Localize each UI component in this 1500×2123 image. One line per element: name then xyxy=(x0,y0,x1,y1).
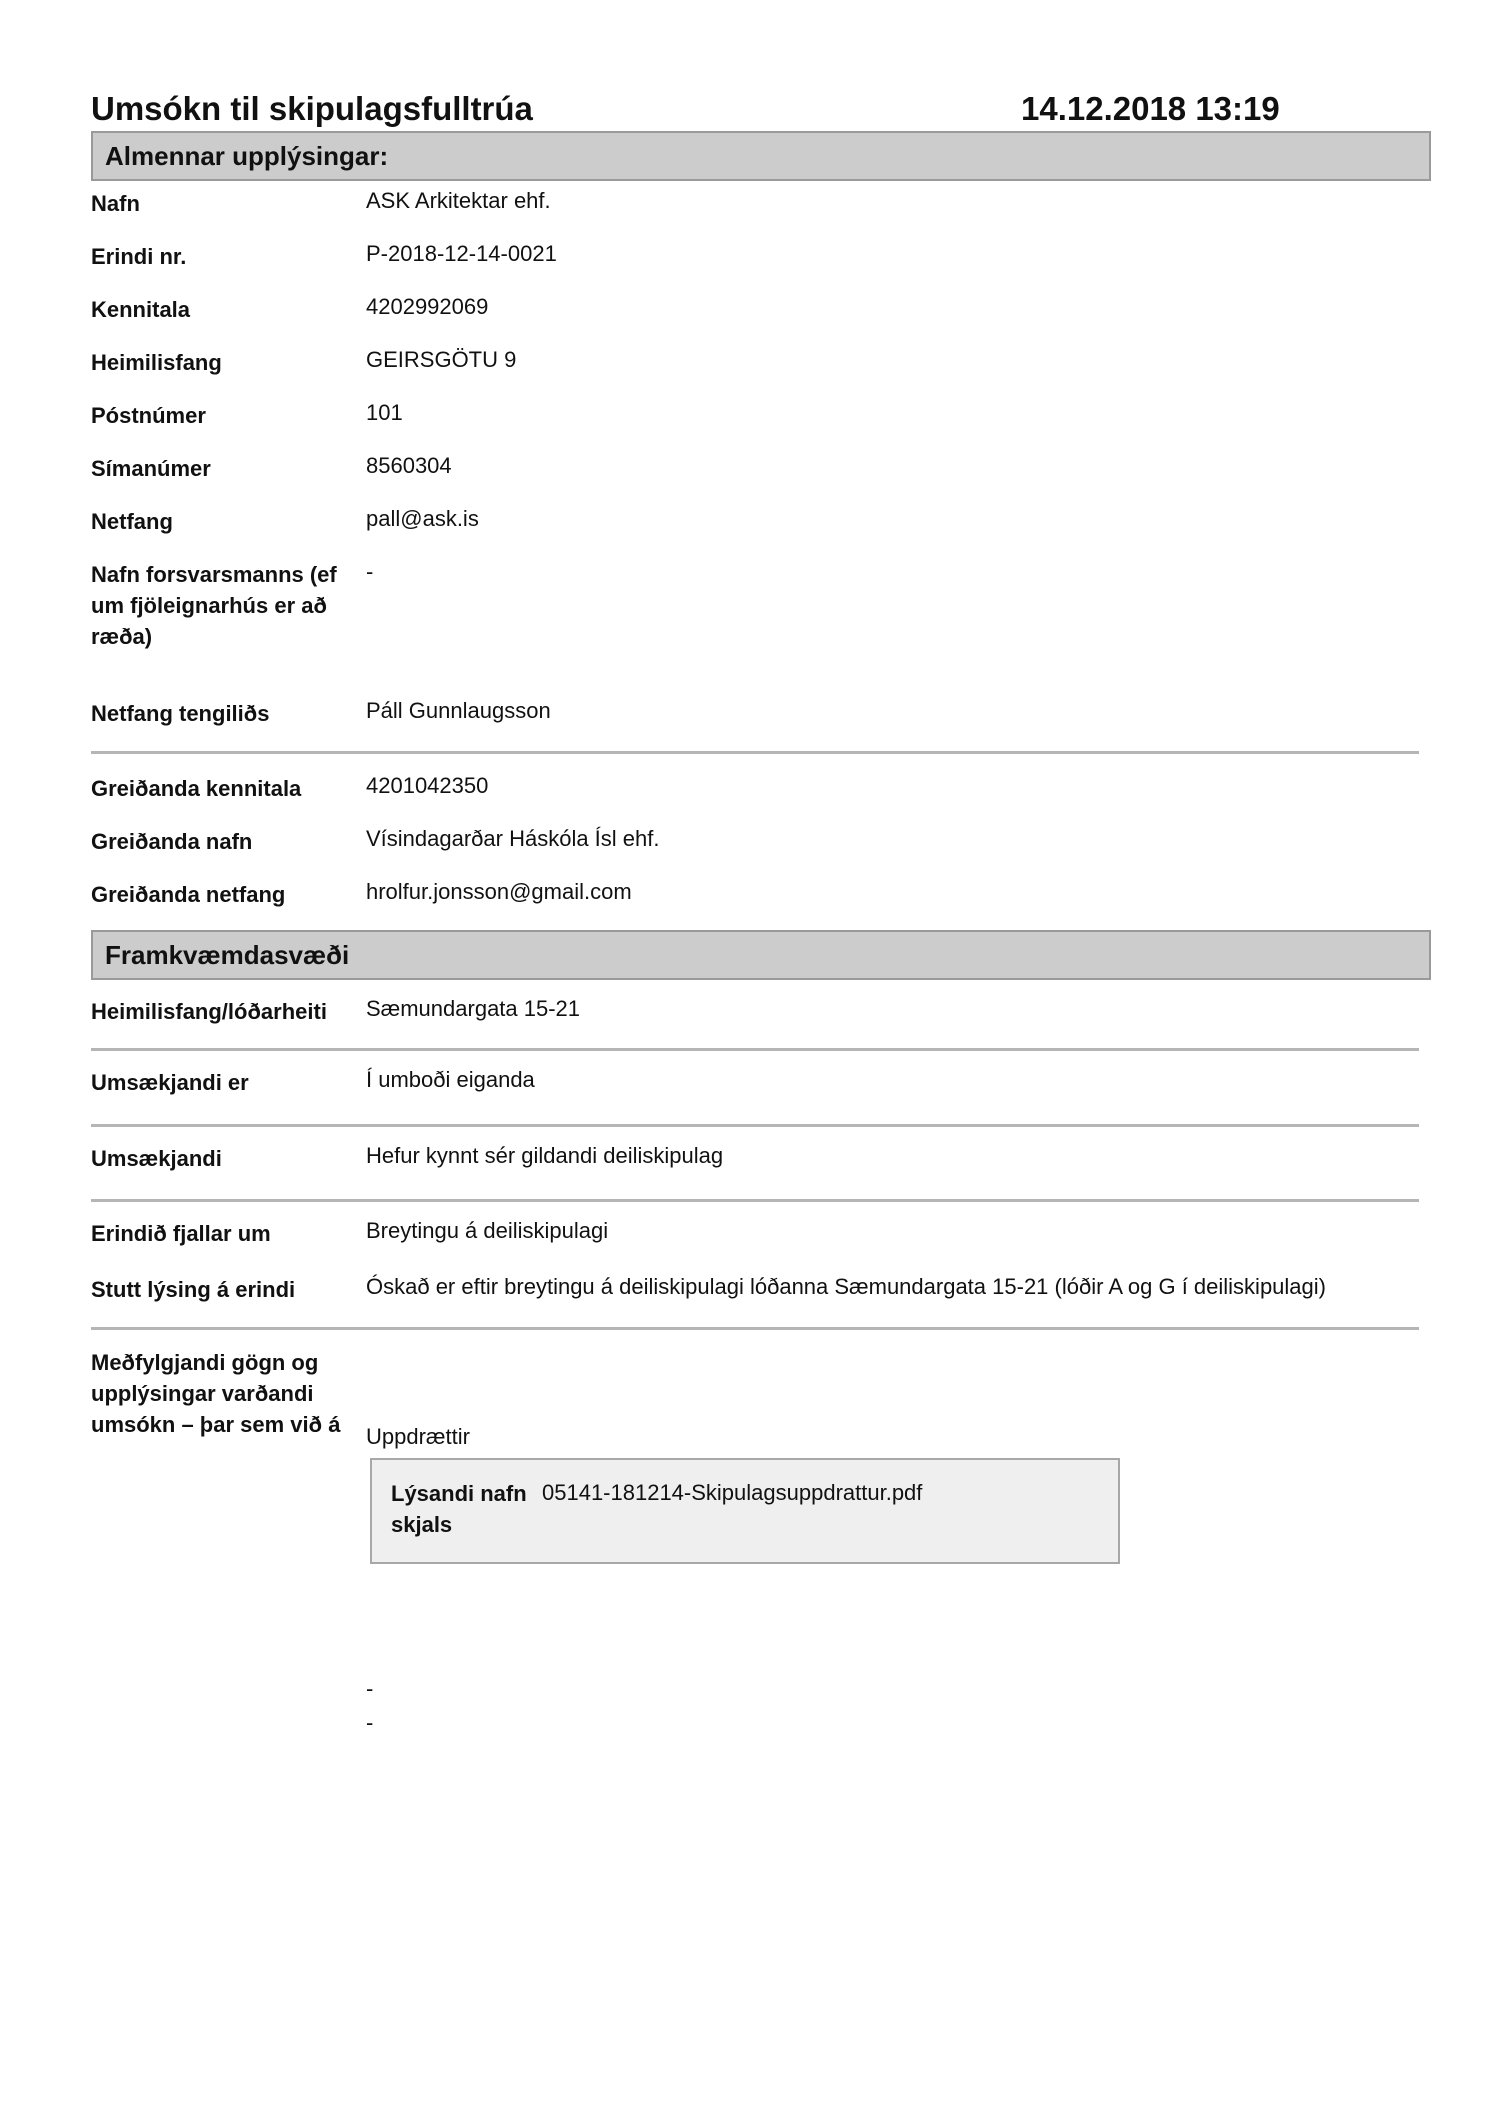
field-label: Stutt lýsing á erindi xyxy=(91,1277,296,1302)
section-general-header: Almennar upplýsingar: xyxy=(91,131,1431,181)
field-value: Páll Gunnlaugsson xyxy=(366,698,551,723)
field-value: Sæmundargata 15-21 xyxy=(366,996,581,1021)
field-value: 4201042350 xyxy=(366,773,489,798)
document-name-value: 05141-181214-Skipulagsuppdrattur.pdf xyxy=(542,1480,923,1505)
divider xyxy=(91,1048,1419,1051)
field-label: Heimilisfang xyxy=(91,350,222,375)
document-header xyxy=(91,90,1419,134)
divider xyxy=(91,1327,1419,1330)
field-value: 101 xyxy=(366,400,403,425)
field-label: Nafn forsvarsmanns (ef um fjöleignarhús er að ræða) xyxy=(91,562,337,649)
attachment-document-box xyxy=(370,1458,1120,1564)
field-label: Erindi nr. xyxy=(91,244,187,269)
field-value: Breytingu á deiliskipulagi xyxy=(366,1218,609,1243)
field-value: ASK Arkitektar ehf. xyxy=(366,188,551,213)
field-value: Óskað er eftir breytingu á deiliskipulagi lóðanna Sæmundargata 15-21 (lóðir A og G í deiliskipulagi) xyxy=(366,1274,1326,1299)
field-value: P-2018-12-14-0021 xyxy=(366,241,557,266)
field-label: Netfang tengiliðs xyxy=(91,701,270,726)
field-label: Greiðanda kennitala xyxy=(91,776,302,801)
page-title: Umsókn til skipulagsfulltrúa xyxy=(91,90,533,127)
empty-value-dash: - xyxy=(366,1676,374,1701)
field-label: Umsækjandi xyxy=(91,1146,222,1171)
document-name-label: Lýsandi nafn skjals xyxy=(391,1481,527,1537)
field-label: Greiðanda netfang xyxy=(91,882,286,907)
field-label: Nafn xyxy=(91,191,140,216)
field-label: Símanúmer xyxy=(91,456,211,481)
field-label: Póstnúmer xyxy=(91,403,206,428)
field-value: Hefur kynnt sér gildandi deiliskipulag xyxy=(366,1143,724,1168)
field-label: Heimilisfang/lóðarheiti xyxy=(91,999,327,1024)
field-label: Greiðanda nafn xyxy=(91,829,253,854)
field-value: hrolfur.jonsson@gmail.com xyxy=(366,879,632,904)
divider xyxy=(91,1124,1419,1127)
field-label: Kennitala xyxy=(91,297,191,322)
field-value: pall@ask.is xyxy=(366,506,479,531)
field-label: Meðfylgjandi gögn og upplýsingar varðandi umsókn – þar sem við á xyxy=(91,1350,341,1437)
field-value: Í umboði eiganda xyxy=(366,1067,535,1092)
section-site-header: Framkvæmdasvæði xyxy=(91,930,1431,980)
field-label: Erindið fjallar um xyxy=(91,1221,271,1246)
field-value: 8560304 xyxy=(366,453,452,478)
divider xyxy=(91,1199,1419,1202)
field-label: Netfang xyxy=(91,509,173,534)
field-value: 4202992069 xyxy=(366,294,489,319)
field-value: - xyxy=(366,559,374,584)
drawings-label: Uppdrættir xyxy=(366,1424,470,1449)
submission-datetime: 14.12.2018 13:19 xyxy=(1021,90,1280,127)
field-value: Vísindagarðar Háskóla Ísl ehf. xyxy=(366,826,660,851)
field-label: Umsækjandi er xyxy=(91,1070,249,1095)
field-value: GEIRSGÖTU 9 xyxy=(366,347,517,372)
empty-value-dash: - xyxy=(366,1710,374,1735)
divider xyxy=(91,751,1419,754)
